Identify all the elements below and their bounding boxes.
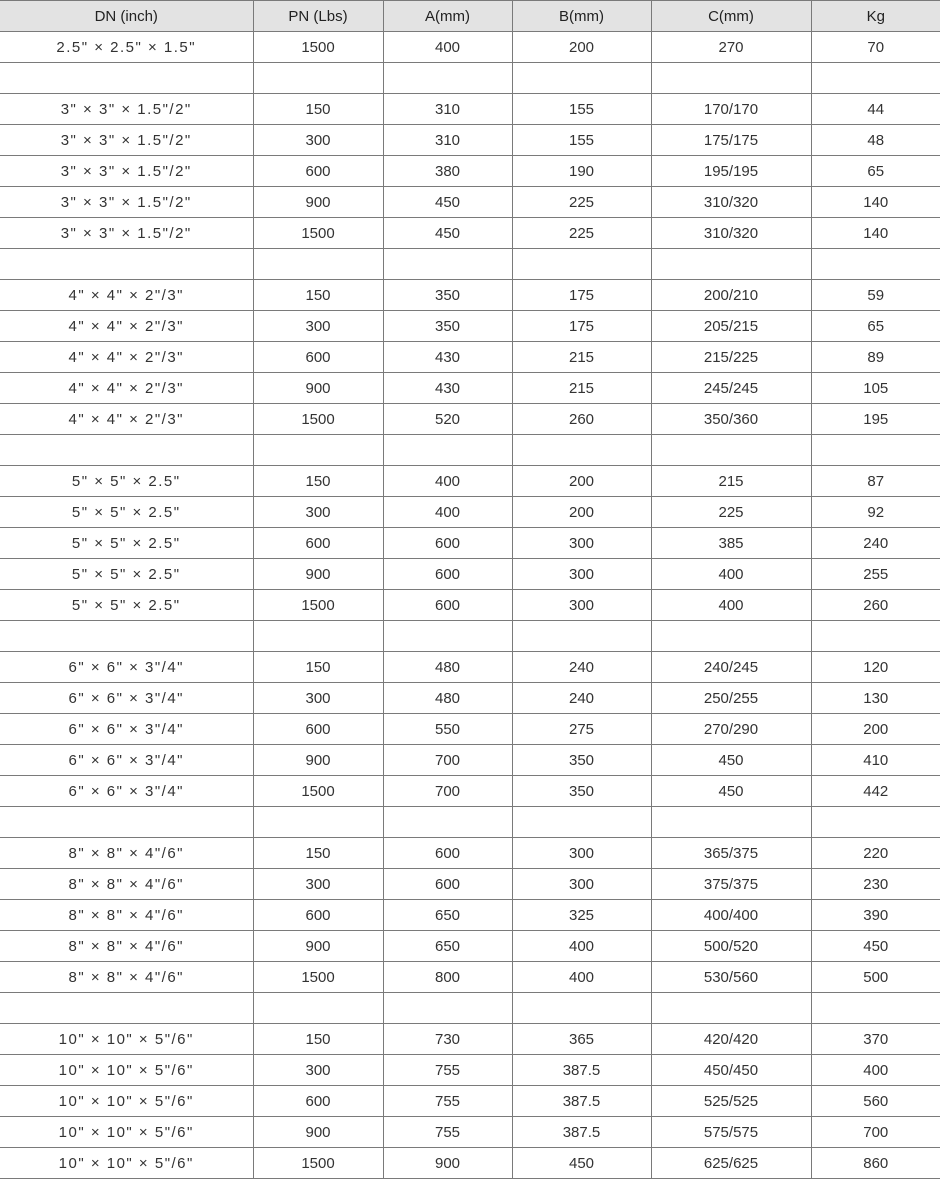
a-cell: 700	[383, 776, 512, 807]
pn-cell: 900	[253, 373, 383, 404]
a-cell: 550	[383, 714, 512, 745]
table-row	[0, 373, 940, 404]
pn-cell: 300	[253, 125, 383, 156]
b-cell: 240	[512, 683, 651, 714]
spacer-row	[0, 63, 940, 94]
b-cell: 300	[512, 838, 651, 869]
dn-cell: 4" × 4" × 2"/3"	[0, 404, 253, 435]
dn-cell: 6" × 6" × 3"/4"	[0, 683, 253, 714]
header-row	[0, 1, 940, 32]
table-row	[0, 32, 940, 63]
c-cell: 450	[651, 776, 811, 807]
b-cell: 275	[512, 714, 651, 745]
pn-cell: 300	[253, 1055, 383, 1086]
table-row	[0, 218, 940, 249]
kg-cell: 65	[811, 156, 940, 187]
b-cell: 350	[512, 776, 651, 807]
b-cell: 190	[512, 156, 651, 187]
empty-cell	[651, 249, 811, 280]
empty-cell	[0, 63, 253, 94]
c-cell: 400	[651, 590, 811, 621]
pn-cell: 1500	[253, 590, 383, 621]
kg-cell: 120	[811, 652, 940, 683]
dn-cell: 4" × 4" × 2"/3"	[0, 342, 253, 373]
c-cell: 500/520	[651, 931, 811, 962]
dn-cell: 4" × 4" × 2"/3"	[0, 311, 253, 342]
table-row	[0, 1148, 940, 1179]
c-cell: 310/320	[651, 218, 811, 249]
spacer-row	[0, 807, 940, 838]
kg-cell: 230	[811, 869, 940, 900]
a-cell: 755	[383, 1055, 512, 1086]
pn-cell: 600	[253, 714, 383, 745]
empty-cell	[253, 435, 383, 466]
a-cell: 700	[383, 745, 512, 776]
dn-cell: 6" × 6" × 3"/4"	[0, 652, 253, 683]
table-row	[0, 1117, 940, 1148]
table-row	[0, 466, 940, 497]
dn-cell: 3" × 3" × 1.5"/2"	[0, 218, 253, 249]
empty-cell	[651, 621, 811, 652]
b-cell: 325	[512, 900, 651, 931]
header-pn: PN (Lbs)	[253, 1, 383, 32]
empty-cell	[0, 807, 253, 838]
c-cell: 375/375	[651, 869, 811, 900]
empty-cell	[811, 435, 940, 466]
c-cell: 310/320	[651, 187, 811, 218]
empty-cell	[651, 807, 811, 838]
c-cell: 400/400	[651, 900, 811, 931]
dn-cell: 5" × 5" × 2.5"	[0, 497, 253, 528]
b-cell: 175	[512, 311, 651, 342]
c-cell: 200/210	[651, 280, 811, 311]
kg-cell: 105	[811, 373, 940, 404]
pn-cell: 600	[253, 528, 383, 559]
kg-cell: 87	[811, 466, 940, 497]
b-cell: 300	[512, 869, 651, 900]
empty-cell	[253, 63, 383, 94]
table-row	[0, 94, 940, 125]
kg-cell: 140	[811, 218, 940, 249]
dn-cell: 10" × 10" × 5"/6"	[0, 1024, 253, 1055]
kg-cell: 240	[811, 528, 940, 559]
header-dn: DN (inch)	[0, 1, 253, 32]
c-cell: 450/450	[651, 1055, 811, 1086]
spacer-row	[0, 435, 940, 466]
kg-cell: 560	[811, 1086, 940, 1117]
pn-cell: 300	[253, 497, 383, 528]
table-row	[0, 931, 940, 962]
a-cell: 755	[383, 1086, 512, 1117]
pn-cell: 600	[253, 342, 383, 373]
pn-cell: 300	[253, 311, 383, 342]
table-row	[0, 497, 940, 528]
pn-cell: 300	[253, 869, 383, 900]
dn-cell: 8" × 8" × 4"/6"	[0, 931, 253, 962]
c-cell: 170/170	[651, 94, 811, 125]
pn-cell: 300	[253, 683, 383, 714]
empty-cell	[811, 993, 940, 1024]
b-cell: 225	[512, 187, 651, 218]
pn-cell: 1500	[253, 218, 383, 249]
table-row	[0, 404, 940, 435]
dn-cell: 10" × 10" × 5"/6"	[0, 1086, 253, 1117]
a-cell: 800	[383, 962, 512, 993]
kg-cell: 700	[811, 1117, 940, 1148]
dn-cell: 6" × 6" × 3"/4"	[0, 776, 253, 807]
b-cell: 155	[512, 94, 651, 125]
kg-cell: 500	[811, 962, 940, 993]
pn-cell: 1500	[253, 776, 383, 807]
b-cell: 240	[512, 652, 651, 683]
kg-cell: 44	[811, 94, 940, 125]
empty-cell	[512, 993, 651, 1024]
b-cell: 350	[512, 745, 651, 776]
header-c: C(mm)	[651, 1, 811, 32]
a-cell: 520	[383, 404, 512, 435]
table-header	[0, 1, 940, 32]
header-b: B(mm)	[512, 1, 651, 32]
kg-cell: 89	[811, 342, 940, 373]
kg-cell: 195	[811, 404, 940, 435]
table-row	[0, 590, 940, 621]
empty-cell	[383, 621, 512, 652]
dn-cell: 10" × 10" × 5"/6"	[0, 1055, 253, 1086]
empty-cell	[0, 621, 253, 652]
empty-cell	[383, 993, 512, 1024]
table-row	[0, 962, 940, 993]
a-cell: 400	[383, 497, 512, 528]
table-row	[0, 745, 940, 776]
pn-cell: 600	[253, 900, 383, 931]
dn-cell: 3" × 3" × 1.5"/2"	[0, 187, 253, 218]
kg-cell: 255	[811, 559, 940, 590]
c-cell: 625/625	[651, 1148, 811, 1179]
c-cell: 240/245	[651, 652, 811, 683]
dn-cell: 4" × 4" × 2"/3"	[0, 280, 253, 311]
a-cell: 600	[383, 528, 512, 559]
empty-cell	[253, 807, 383, 838]
header-kg: Kg	[811, 1, 940, 32]
empty-cell	[383, 249, 512, 280]
b-cell: 175	[512, 280, 651, 311]
dn-cell: 8" × 8" × 4"/6"	[0, 962, 253, 993]
a-cell: 310	[383, 125, 512, 156]
b-cell: 365	[512, 1024, 651, 1055]
a-cell: 310	[383, 94, 512, 125]
dn-cell: 6" × 6" × 3"/4"	[0, 745, 253, 776]
kg-cell: 400	[811, 1055, 940, 1086]
kg-cell: 65	[811, 311, 940, 342]
dn-cell: 5" × 5" × 2.5"	[0, 559, 253, 590]
empty-cell	[0, 993, 253, 1024]
kg-cell: 220	[811, 838, 940, 869]
a-cell: 430	[383, 342, 512, 373]
empty-cell	[512, 621, 651, 652]
kg-cell: 370	[811, 1024, 940, 1055]
a-cell: 380	[383, 156, 512, 187]
a-cell: 650	[383, 931, 512, 962]
b-cell: 387.5	[512, 1055, 651, 1086]
empty-cell	[383, 807, 512, 838]
c-cell: 530/560	[651, 962, 811, 993]
b-cell: 215	[512, 342, 651, 373]
c-cell: 195/195	[651, 156, 811, 187]
header-a: A(mm)	[383, 1, 512, 32]
empty-cell	[383, 63, 512, 94]
pn-cell: 900	[253, 745, 383, 776]
pn-cell: 150	[253, 1024, 383, 1055]
table-row	[0, 714, 940, 745]
kg-cell: 860	[811, 1148, 940, 1179]
dn-cell: 8" × 8" × 4"/6"	[0, 869, 253, 900]
b-cell: 155	[512, 125, 651, 156]
pn-cell: 1500	[253, 404, 383, 435]
b-cell: 200	[512, 32, 651, 63]
a-cell: 730	[383, 1024, 512, 1055]
b-cell: 225	[512, 218, 651, 249]
table-row	[0, 776, 940, 807]
kg-cell: 200	[811, 714, 940, 745]
b-cell: 387.5	[512, 1117, 651, 1148]
a-cell: 350	[383, 311, 512, 342]
dn-cell: 2.5" × 2.5" × 1.5"	[0, 32, 253, 63]
spacer-row	[0, 249, 940, 280]
empty-cell	[0, 435, 253, 466]
a-cell: 600	[383, 838, 512, 869]
a-cell: 650	[383, 900, 512, 931]
pn-cell: 150	[253, 280, 383, 311]
empty-cell	[512, 807, 651, 838]
a-cell: 350	[383, 280, 512, 311]
a-cell: 480	[383, 683, 512, 714]
dn-cell: 10" × 10" × 5"/6"	[0, 1148, 253, 1179]
c-cell: 450	[651, 745, 811, 776]
kg-cell: 442	[811, 776, 940, 807]
empty-cell	[512, 63, 651, 94]
c-cell: 215/225	[651, 342, 811, 373]
dn-cell: 5" × 5" × 2.5"	[0, 590, 253, 621]
b-cell: 300	[512, 559, 651, 590]
c-cell: 420/420	[651, 1024, 811, 1055]
b-cell: 300	[512, 528, 651, 559]
dn-cell: 4" × 4" × 2"/3"	[0, 373, 253, 404]
a-cell: 430	[383, 373, 512, 404]
kg-cell: 410	[811, 745, 940, 776]
kg-cell: 130	[811, 683, 940, 714]
spacer-row	[0, 993, 940, 1024]
a-cell: 600	[383, 869, 512, 900]
c-cell: 225	[651, 497, 811, 528]
b-cell: 300	[512, 590, 651, 621]
pn-cell: 1500	[253, 962, 383, 993]
b-cell: 200	[512, 466, 651, 497]
table-row	[0, 652, 940, 683]
a-cell: 600	[383, 559, 512, 590]
c-cell: 175/175	[651, 125, 811, 156]
a-cell: 400	[383, 466, 512, 497]
dn-cell: 5" × 5" × 2.5"	[0, 466, 253, 497]
table-row	[0, 187, 940, 218]
pn-cell: 900	[253, 559, 383, 590]
c-cell: 270/290	[651, 714, 811, 745]
table-row	[0, 900, 940, 931]
b-cell: 215	[512, 373, 651, 404]
c-cell: 250/255	[651, 683, 811, 714]
dn-cell: 5" × 5" × 2.5"	[0, 528, 253, 559]
dn-cell: 6" × 6" × 3"/4"	[0, 714, 253, 745]
a-cell: 900	[383, 1148, 512, 1179]
empty-cell	[253, 621, 383, 652]
b-cell: 400	[512, 931, 651, 962]
b-cell: 400	[512, 962, 651, 993]
a-cell: 400	[383, 32, 512, 63]
table-row	[0, 125, 940, 156]
c-cell: 270	[651, 32, 811, 63]
empty-cell	[651, 993, 811, 1024]
b-cell: 200	[512, 497, 651, 528]
pn-cell: 1500	[253, 32, 383, 63]
kg-cell: 92	[811, 497, 940, 528]
pn-cell: 150	[253, 652, 383, 683]
dn-cell: 8" × 8" × 4"/6"	[0, 900, 253, 931]
kg-cell: 59	[811, 280, 940, 311]
pn-cell: 150	[253, 838, 383, 869]
empty-cell	[811, 249, 940, 280]
b-cell: 387.5	[512, 1086, 651, 1117]
table-row	[0, 280, 940, 311]
table-row	[0, 156, 940, 187]
c-cell: 215	[651, 466, 811, 497]
a-cell: 755	[383, 1117, 512, 1148]
table-row	[0, 559, 940, 590]
dn-cell: 3" × 3" × 1.5"/2"	[0, 156, 253, 187]
kg-cell: 48	[811, 125, 940, 156]
spacer-row	[0, 621, 940, 652]
empty-cell	[0, 249, 253, 280]
c-cell: 365/375	[651, 838, 811, 869]
a-cell: 480	[383, 652, 512, 683]
pn-cell: 150	[253, 466, 383, 497]
empty-cell	[651, 435, 811, 466]
table-row	[0, 838, 940, 869]
b-cell: 260	[512, 404, 651, 435]
table-row	[0, 1055, 940, 1086]
pn-cell: 1500	[253, 1148, 383, 1179]
dn-cell: 3" × 3" × 1.5"/2"	[0, 125, 253, 156]
kg-cell: 140	[811, 187, 940, 218]
c-cell: 245/245	[651, 373, 811, 404]
empty-cell	[512, 435, 651, 466]
a-cell: 450	[383, 187, 512, 218]
kg-cell: 390	[811, 900, 940, 931]
pn-cell: 900	[253, 187, 383, 218]
dn-cell: 8" × 8" × 4"/6"	[0, 838, 253, 869]
table-body	[0, 32, 940, 1179]
empty-cell	[512, 249, 651, 280]
empty-cell	[811, 621, 940, 652]
empty-cell	[383, 435, 512, 466]
empty-cell	[253, 249, 383, 280]
c-cell: 575/575	[651, 1117, 811, 1148]
c-cell: 205/215	[651, 311, 811, 342]
kg-cell: 450	[811, 931, 940, 962]
a-cell: 600	[383, 590, 512, 621]
c-cell: 350/360	[651, 404, 811, 435]
empty-cell	[811, 807, 940, 838]
table-row	[0, 311, 940, 342]
c-cell: 385	[651, 528, 811, 559]
a-cell: 450	[383, 218, 512, 249]
pn-cell: 600	[253, 1086, 383, 1117]
pn-cell: 900	[253, 1117, 383, 1148]
pn-cell: 600	[253, 156, 383, 187]
empty-cell	[651, 63, 811, 94]
table-row	[0, 342, 940, 373]
pn-cell: 150	[253, 94, 383, 125]
c-cell: 400	[651, 559, 811, 590]
pn-cell: 900	[253, 931, 383, 962]
table-row	[0, 528, 940, 559]
table-row	[0, 1024, 940, 1055]
empty-cell	[253, 993, 383, 1024]
dn-cell: 10" × 10" × 5"/6"	[0, 1117, 253, 1148]
table-row	[0, 683, 940, 714]
table-row	[0, 1086, 940, 1117]
table-row	[0, 869, 940, 900]
kg-cell: 70	[811, 32, 940, 63]
dn-cell: 3" × 3" × 1.5"/2"	[0, 94, 253, 125]
empty-cell	[811, 63, 940, 94]
kg-cell: 260	[811, 590, 940, 621]
c-cell: 525/525	[651, 1086, 811, 1117]
b-cell: 450	[512, 1148, 651, 1179]
